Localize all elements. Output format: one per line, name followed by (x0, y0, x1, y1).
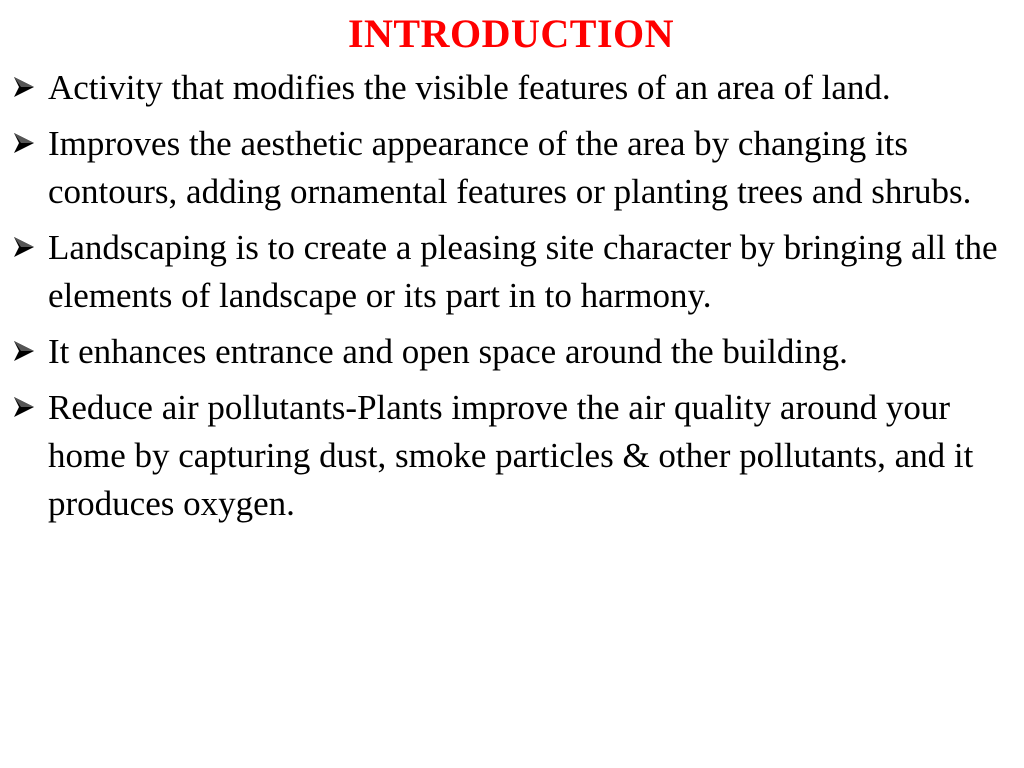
bullet-text: It enhances entrance and open space around the building. (48, 332, 848, 371)
bullet-text: Landscaping is to create a pleasing site character by bringing all the elements of landscape or its part in to harmony. (48, 228, 998, 315)
bullet-list (12, 64, 1010, 528)
arrowhead-bullet-icon (12, 384, 48, 430)
bullet-text: Activity that modifies the visible features of an area of land. (48, 68, 891, 107)
bullet-item (12, 64, 1010, 112)
slide-title: INTRODUCTION (347, 11, 675, 56)
arrowhead-bullet-icon (12, 328, 48, 374)
arrowhead-bullet-icon (12, 224, 48, 270)
bullet-item (12, 328, 1010, 376)
arrowhead-bullet-icon (12, 120, 48, 166)
bullet-item (12, 224, 1010, 320)
bullet-item (12, 384, 1010, 528)
bullet-item (12, 120, 1010, 216)
bullet-text: Improves the aesthetic appearance of the area by changing its contours, adding ornamental features or planting trees and shrubs. (48, 124, 972, 211)
arrowhead-bullet-icon (12, 64, 48, 110)
bullet-text: Reduce air pollutants-Plants improve the air quality around your home by capturing dust, smoke particles & other pollutants, and it produces oxygen. (48, 388, 974, 523)
